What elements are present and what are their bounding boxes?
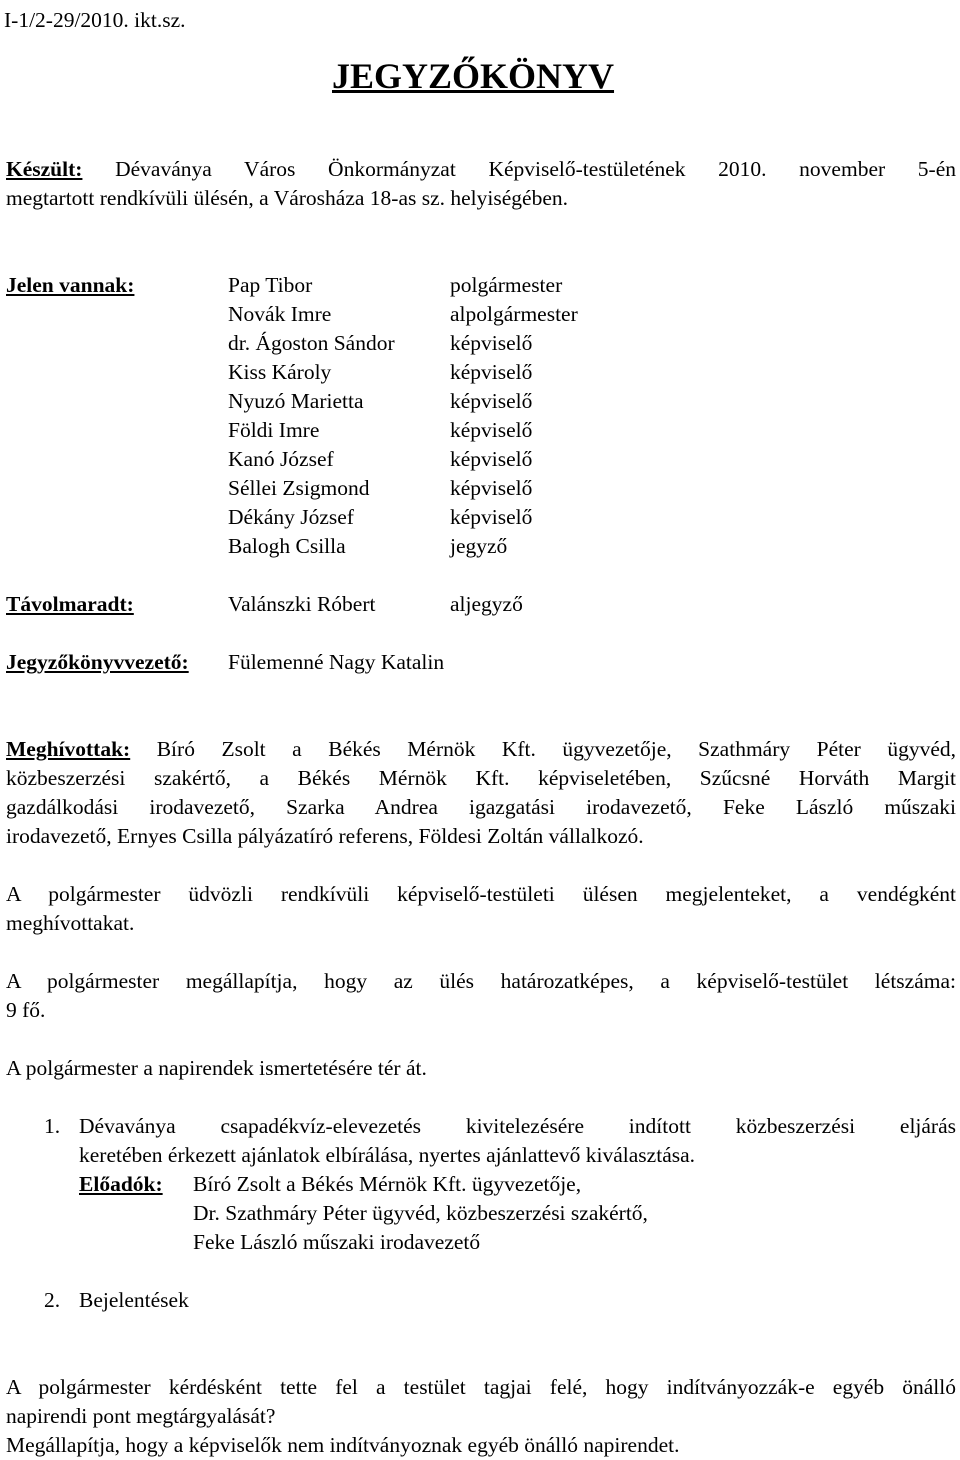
agenda-item-1-line-2: keretében érkezett ajánlatok elbírálása, nyertes ajánlattevő kiválasztása. <box>79 1143 696 1167</box>
member-role: képviselő <box>450 360 533 384</box>
keszult-line-2: megtartott rendkívüli ülésén, a Városháza 18-as sz. helyiségében. <box>6 186 569 210</box>
keszult-line-1 <box>6 155 956 184</box>
invited-label: Meghívottak: <box>6 737 131 761</box>
closing-statement: Megállapítja, hogy a képviselők nem indítványoznak egyéb önálló napirendet. <box>6 1433 680 1457</box>
member-row <box>0 271 960 300</box>
member-row <box>0 474 960 503</box>
member-row <box>0 445 960 474</box>
absent-label: Távolmaradt: <box>6 592 134 616</box>
member-row <box>0 503 960 532</box>
document-title: JEGYZŐKÖNYV <box>332 56 615 96</box>
invited-line-4: irodavezető, Ernyes Csilla pályázatíró referens, Földesi Zoltán vállalkozó. <box>6 824 644 848</box>
invited-line-1 <box>6 735 956 764</box>
member-role: képviselő <box>450 418 533 442</box>
absent-role: aljegyző <box>450 592 523 616</box>
member-name: Balogh Csilla <box>228 534 346 558</box>
absent-name: Valánszki Róbert <box>228 592 376 616</box>
agenda-item-1-number: 1. <box>44 1114 61 1138</box>
member-role: képviselő <box>450 505 533 529</box>
greeting-line-2: meghívottakat. <box>6 911 135 935</box>
member-role: képviselő <box>450 331 533 355</box>
invited-text-1: Bíró Zsolt a Békés Mérnök Kft. ügyvezetője, Szathmáry Péter ügyvéd, <box>156 737 956 761</box>
closing-question <box>6 1373 956 1431</box>
presenter-3: Feke László műszaki irodavezető <box>193 1230 481 1254</box>
member-role: jegyző <box>450 534 508 558</box>
keszult-section <box>6 155 956 213</box>
quorum-line-1: A polgármester megállapítja, hogy az ülés határozatképes, a képviselő-testület létszáma: <box>6 969 956 993</box>
member-row <box>0 387 960 416</box>
presenters-label: Előadók: <box>79 1172 163 1196</box>
member-name: Földi Imre <box>228 418 320 442</box>
member-name: Dékány József <box>228 505 354 529</box>
recorder-name: Fülemenné Nagy Katalin <box>228 650 445 674</box>
member-name: dr. Ágoston Sándor <box>228 331 395 355</box>
member-name: Novák Imre <box>228 302 332 326</box>
recorder-label: Jegyzőkönyvvezető: <box>6 650 189 674</box>
member-row <box>0 358 960 387</box>
present-label: Jelen vannak: <box>6 273 135 297</box>
keszult-label: Készült: <box>6 157 83 181</box>
member-row <box>0 329 960 358</box>
quorum-line-2: 9 fő. <box>6 998 46 1022</box>
member-row <box>0 300 960 329</box>
agenda-item-2-number: 2. <box>44 1288 61 1312</box>
member-name: Kanó József <box>228 447 334 471</box>
closing-question-line-2: napirendi pont megtárgyalását? <box>6 1404 276 1428</box>
presenter-1: Bíró Zsolt a Békés Mérnök Kft. ügyvezetője, <box>193 1172 582 1196</box>
member-row <box>0 416 960 445</box>
member-role: polgármester <box>450 273 563 297</box>
member-row <box>0 532 960 561</box>
agenda-item-2-title: Bejelentések <box>79 1288 189 1312</box>
invited-section <box>6 735 956 851</box>
keszult-text-1: Dévaványa Város Önkormányzat Képviselő-testületének 2010. november 5-én <box>115 157 956 181</box>
presenter-2: Dr. Szathmáry Péter ügyvéd, közbeszerzési szakértő, <box>193 1201 648 1225</box>
invited-line-3: gazdálkodási irodavezető, Szarka Andrea igazgatási irodavezető, Feke László műszaki <box>6 795 956 819</box>
agenda-item-1 <box>79 1112 956 1170</box>
agenda-item-1-line-1: Dévaványa csapadékvíz-elevezetés kivitelezésére indított közbeszerzési eljárás <box>79 1114 956 1138</box>
member-name: Kiss Károly <box>228 360 332 384</box>
quorum-paragraph <box>6 967 956 1025</box>
closing-question-line-1: A polgármester kérdésként tette fel a testület tagjai felé, hogy indítványozzák-e egyéb önálló <box>6 1375 956 1399</box>
member-role: képviselő <box>450 389 533 413</box>
greeting-line-1: A polgármester üdvözli rendkívüli képviselő-testületi ülésen megjelenteket, a vendégként <box>6 882 956 906</box>
member-name: Séllei Zsigmond <box>228 476 370 500</box>
agenda-intro: A polgármester a napirendek ismertetésére tér át. <box>6 1056 427 1080</box>
member-name: Pap Tibor <box>228 273 313 297</box>
member-role: alpolgármester <box>450 302 578 326</box>
invited-line-2: közbeszerzési szakértő, a Békés Mérnök Kft. képviseletében, Szűcsné Horváth Margit <box>6 766 956 790</box>
member-name: Nyuzó Marietta <box>228 389 364 413</box>
document-reference: I-1/2-29/2010. ikt.sz. <box>4 8 186 32</box>
member-role: képviselő <box>450 447 533 471</box>
greeting-paragraph <box>6 880 956 938</box>
member-role: képviselő <box>450 476 533 500</box>
